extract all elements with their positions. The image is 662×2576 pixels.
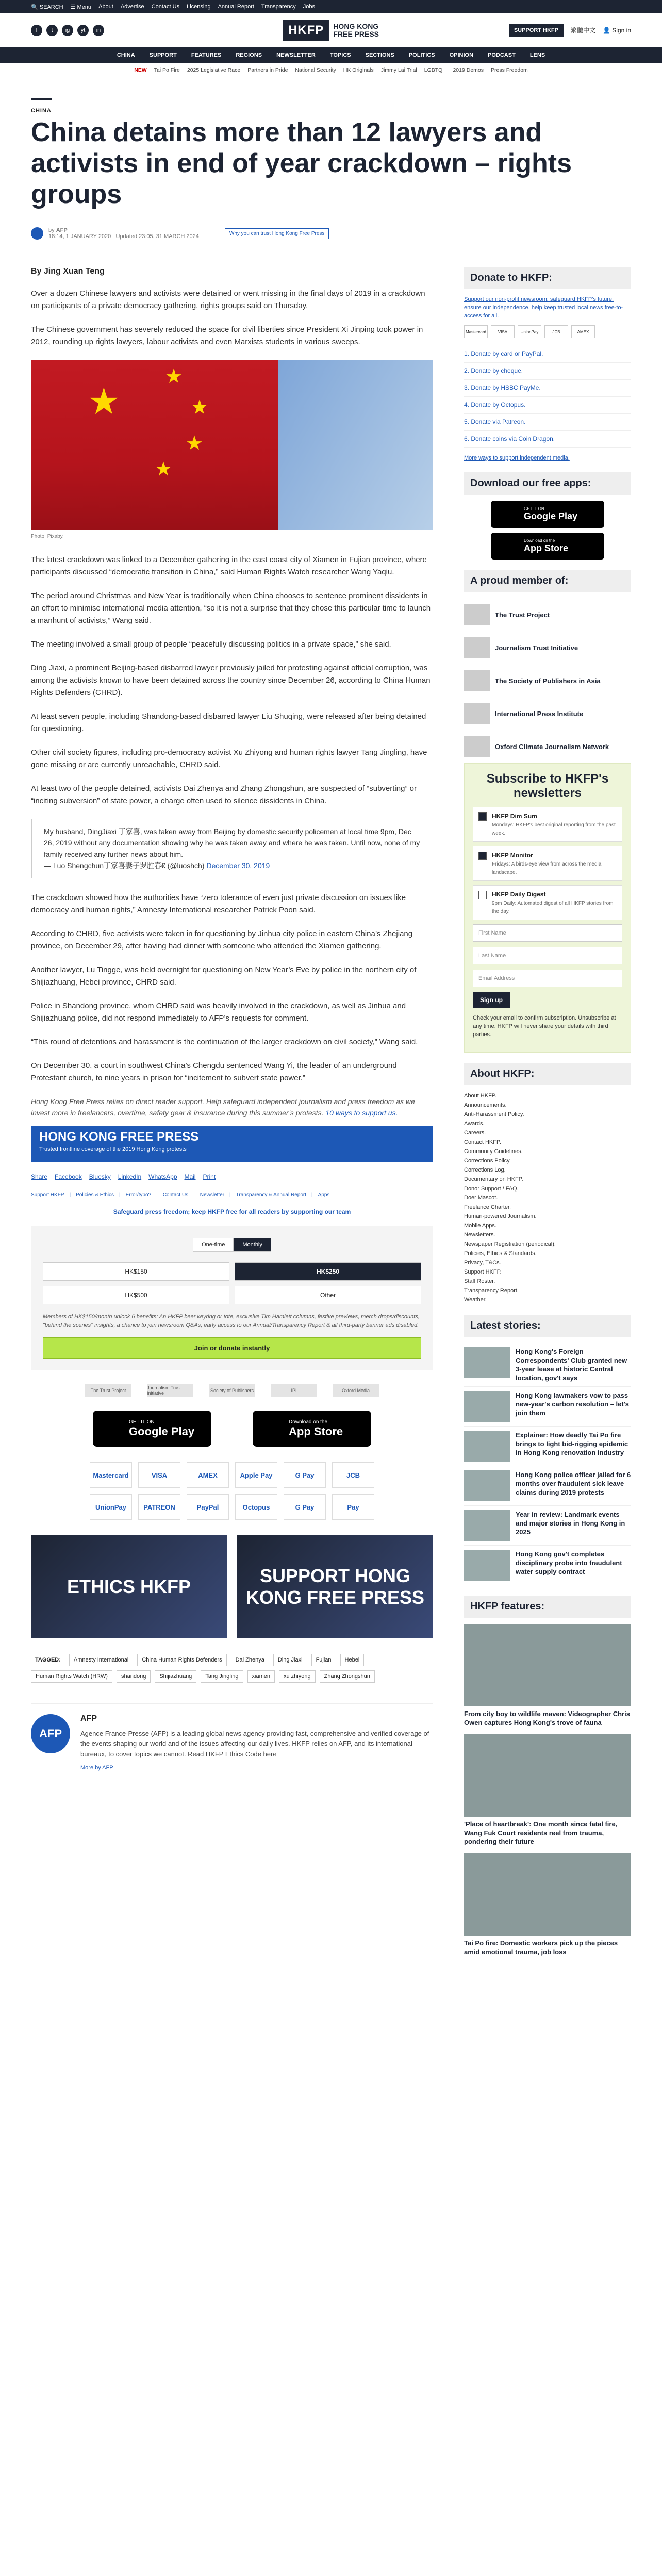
site-header	[0, 13, 662, 47]
about-link[interactable]: Weather.	[464, 1297, 487, 1303]
partner-logo[interactable]: Journalism Trust Initiative	[147, 1384, 193, 1397]
tag[interactable]: xiamen	[247, 1670, 275, 1683]
features-heading: HKFP features:	[464, 1596, 631, 1618]
story-thumbnail	[464, 1391, 510, 1422]
article-category[interactable]: CHINA	[31, 108, 52, 114]
share-bluesky[interactable]: Bluesky	[89, 1173, 111, 1180]
link-newsletter[interactable]: Newsletter	[200, 1192, 225, 1198]
about-link[interactable]: Contact HKFP.	[464, 1139, 501, 1145]
latest-story[interactable]: Hong Kong gov't completes disciplinary probe into fraudulent water supply contract	[464, 1546, 631, 1585]
tag[interactable]: Ding Jiaxi	[273, 1654, 307, 1666]
site-logo[interactable]: HKFP HONG KONG FREE PRESS	[283, 20, 379, 41]
trending-item[interactable]: Jimmy Lai Trial	[380, 66, 417, 73]
donate-option[interactable]: 2. Donate by cheque.	[464, 363, 631, 380]
about-link[interactable]: Anti-Harassment Policy.	[464, 1111, 524, 1117]
latest-story[interactable]: Hong Kong police officer jailed for 6 months over fraudulent sick leave claims during 2019 protests	[464, 1466, 631, 1506]
email-field[interactable]: Email Address	[473, 970, 622, 987]
paragraph: The period around Christmas and New Year is traditionally when China chooses to sentence prominent dissidents in an effort to minimise international media attention, “so it is not a surprise that they chose this particular time to launch a manhunt of activists,” Wang said.	[31, 591, 431, 625]
more-ways-link[interactable]: More ways to support independent media.	[464, 455, 570, 461]
card-logos	[464, 325, 631, 338]
paragraph: Over a dozen Chinese lawyers and activists were detained or went missing in the final days of 2019 in a crackdown on participants of a private democracy gathering, rights groups said on Thursday.	[31, 289, 425, 310]
newsletter-option[interactable]: HKFP Dim Sum Mondays: HKFP's best original reporting from the past week.	[473, 807, 622, 842]
latest-story[interactable]: Hong Kong lawmakers vow to pass new-year's carbon resolution – let's join them	[464, 1387, 631, 1427]
story-thumbnail	[464, 1550, 510, 1581]
trending-item[interactable]: LGBTQ+	[424, 66, 446, 73]
feature-image	[464, 1734, 631, 1817]
paragraph: Police in Shandong province, whom CHRD said was heavily involved in the crackdown, as well as Jinhua and Shijiazhuang police, did not respond immediately to AFP’s requests for comment.	[31, 1002, 406, 1023]
tag[interactable]: Amnesty International	[69, 1654, 133, 1666]
paragraph: “This round of detentions and harassment is the continuation of the larger crackdown on civil society,” Wang said.	[31, 1038, 418, 1046]
last-name-field[interactable]: Last Name	[473, 947, 622, 964]
about-heading: About HKFP:	[464, 1063, 631, 1085]
updated-date: Updated 23:05, 31 MARCH 2024	[115, 233, 199, 240]
app-store-links	[31, 1411, 433, 1447]
tag[interactable]: shandong	[117, 1670, 151, 1683]
flag-star-icon: ★	[88, 381, 120, 421]
donate-widget	[31, 1226, 433, 1370]
about-link[interactable]: Newsletters.	[464, 1232, 495, 1238]
google-play-button[interactable]: GET IT ON Google Play	[93, 1411, 211, 1447]
donate-heading: Donate to HKFP:	[464, 267, 631, 289]
author-logo[interactable]: AFP	[31, 1714, 70, 1753]
story-thumbnail	[464, 1347, 510, 1378]
top-bar	[0, 0, 662, 13]
share-facebook[interactable]: Facebook	[55, 1173, 82, 1180]
flag-star-icon: ★	[191, 397, 209, 418]
partner-logo[interactable]: IPI	[271, 1384, 317, 1397]
share-print[interactable]: Print	[203, 1173, 216, 1180]
nav-newsletter[interactable]: NEWSLETTER	[276, 52, 316, 58]
nav-opinion[interactable]: OPINION	[449, 52, 474, 58]
paragraph: Ding Jiaxi, a prominent Beijing-based disbarred lawyer previously jailed for protesting against official corruption, was among the activists known to have been detained across the country since December 26, according to China Human Rights Defenders (CHRD).	[31, 664, 431, 697]
about-link[interactable]: Corrections Policy.	[464, 1158, 511, 1164]
nav-sections[interactable]: SECTIONS	[365, 52, 394, 58]
facebook-icon[interactable]: f	[31, 25, 42, 36]
hero-image	[31, 360, 433, 530]
nav-topics[interactable]: TOPICS	[329, 52, 351, 58]
about-link[interactable]: Freelance Charter.	[464, 1204, 511, 1210]
flag-star-icon: ★	[165, 366, 183, 387]
linkedin-icon[interactable]: in	[93, 25, 104, 36]
top-link-about[interactable]: About	[98, 4, 113, 10]
safeguard-text[interactable]: Safeguard press freedom; keep HKFP free for all readers by supporting our team	[113, 1208, 351, 1215]
card-icon: AMEX	[571, 325, 595, 338]
tag[interactable]: Fujian	[311, 1654, 336, 1666]
link-contact[interactable]: Contact Us	[162, 1192, 189, 1198]
footer-links: Support HKFP | Policies & Ethics | Error/typo? | Contact Us | Newsletter | Transparency & Annual Report | Apps	[31, 1192, 330, 1198]
latest-heading: Latest stories:	[464, 1315, 631, 1337]
about-link[interactable]: Support HKFP.	[464, 1269, 502, 1275]
share-whatsapp[interactable]: WhatsApp	[148, 1173, 177, 1180]
member-logo[interactable]: The Trust Project	[464, 598, 631, 631]
tag[interactable]: China Human Rights Defenders	[137, 1654, 226, 1666]
payment-icon[interactable]: AMEX	[187, 1462, 229, 1488]
latest-story[interactable]: Hong Kong's Foreign Correspondents' Club granted new 3-year lease at historic Central location, gov't says	[464, 1343, 631, 1387]
author-avatar	[31, 227, 43, 240]
menu-link[interactable]: ☰ Menu	[70, 4, 92, 10]
app-store-button[interactable]: Download on the App Store	[491, 533, 604, 560]
nav-support[interactable]: SUPPORT	[149, 52, 177, 58]
checkbox[interactable]	[478, 812, 487, 821]
newsletter-option[interactable]: HKFP Monitor Fridays: A birds-eye view from across the media landscape.	[473, 846, 622, 881]
article-meta: by AFP 18:14, 1 JANUARY 2020 Updated 23:05, 31 MARCH 2024 Why you can trust Hong Kong Free Press	[31, 227, 433, 251]
top-link-advertise[interactable]: Advertise	[120, 4, 144, 10]
sign-in-link[interactable]: 👤 Sign in	[603, 26, 631, 34]
newsletter-option[interactable]: HKFP Daily Digest 9pm Daily: Automated digest of all HKFP stories from the day.	[473, 885, 622, 920]
nav-regions[interactable]: REGIONS	[236, 52, 262, 58]
share-mail[interactable]: Mail	[184, 1173, 196, 1180]
nav-features[interactable]: FEATURES	[191, 52, 222, 58]
paragraph: Other civil society figures, including pro-democracy activist Xu Zhiyong and human rights lawyer Tang Jingling, have gone missing or are currently unreachable, CHRD said.	[31, 748, 427, 769]
instagram-icon[interactable]: ig	[62, 25, 73, 36]
about-link[interactable]: About HKFP.	[464, 1093, 496, 1099]
youtube-icon[interactable]: yt	[77, 25, 89, 36]
about-link[interactable]: Newspaper Registration (periodical).	[464, 1241, 556, 1247]
story-thumbnail	[464, 1431, 510, 1462]
about-link[interactable]: Donor Support / FAQ.	[464, 1185, 519, 1192]
byline: By Jing Xuan Teng	[31, 267, 105, 276]
author-link[interactable]: AFP	[56, 227, 68, 233]
author-bio: Agence France-Presse (AFP) is a leading global news agency providing fast, comprehensive and verified coverage of the events shaping our world and of the issues affecting our daily lives. HKFP relies on AFP, and its international bureaux, to cover topics we cannot. Read HKFP Ethics Code here	[80, 1730, 429, 1758]
nav-lens[interactable]: LENS	[529, 52, 545, 58]
embedded-tweet: My husband, DingJiaxi 丁家喜, was taken away from Beijing by domestic security policemen at local time 9pm, Dec 26, 2019 without any documentation showing why he was taken away and where he was taken. Until now, none of my family received any further news about him. — Luo Shengchun丁家喜妻子罗胜春€ (@luoshch) December 30, 2019	[31, 819, 433, 878]
about-link[interactable]: Community Guidelines.	[464, 1148, 523, 1155]
proud-member-heading: A proud member of:	[464, 570, 631, 592]
paragraph: The meeting involved a small group of people “peacefully discussing politics in a private space,” she said.	[31, 640, 391, 649]
tag[interactable]: Shijiazhuang	[155, 1670, 196, 1683]
share-linkedin[interactable]: LinkedIn	[118, 1173, 142, 1180]
payment-icon[interactable]: JCB	[332, 1462, 374, 1488]
link-transparency[interactable]: Transparency & Annual Report	[236, 1192, 307, 1198]
about-link[interactable]: Announcements.	[464, 1102, 507, 1108]
tab-monthly[interactable]: Monthly	[234, 1238, 271, 1252]
donate-option[interactable]: 3. Donate by HSBC PayMe.	[464, 380, 631, 397]
trust-link[interactable]: Why you can trust Hong Kong Free Press	[225, 228, 329, 239]
payment-icon[interactable]: PATREON	[138, 1494, 180, 1520]
title-rule	[31, 98, 52, 100]
link-support[interactable]: Support HKFP	[31, 1192, 64, 1198]
about-link[interactable]: Staff Roster.	[464, 1278, 495, 1284]
nav-politics[interactable]: POLITICS	[408, 52, 435, 58]
card-icon: VISA	[491, 325, 515, 338]
member-logo[interactable]: Journalism Trust Initiative	[464, 631, 631, 664]
paragraph: According to CHRD, five activists were taken in for questioning by Jinhua city police in eastern China’s Zhejiang province, on December 29, after having had dinner with someone who attended the Xiamen gathering.	[31, 929, 413, 951]
payment-icon[interactable]: G Pay	[284, 1462, 326, 1488]
payment-methods	[31, 1462, 433, 1488]
author-name[interactable]: AFP	[80, 1714, 97, 1723]
trending-item[interactable]: Partners in Pride	[247, 66, 288, 73]
newsletter-heading: Subscribe to HKFP's newsletters	[486, 772, 609, 800]
link-policies[interactable]: Policies & Ethics	[76, 1192, 114, 1198]
tag[interactable]: Zhang Zhongshun	[320, 1670, 375, 1683]
about-link[interactable]: Transparency Report.	[464, 1287, 519, 1294]
amount-option[interactable]: HK$150	[43, 1262, 229, 1281]
nav-china[interactable]: CHINA	[117, 52, 135, 58]
top-link-licensing[interactable]: Licensing	[187, 4, 211, 10]
about-link[interactable]: Mobile Apps.	[464, 1223, 496, 1229]
newsletter-signup	[464, 763, 631, 1053]
support-promo[interactable]: SUPPORT HONG KONG FREE PRESS	[237, 1535, 433, 1638]
trending-bar	[0, 63, 662, 77]
author-box	[31, 1703, 433, 1781]
trending-item[interactable]: HK Originals	[343, 66, 374, 73]
partner-logo[interactable]: Society of Publishers	[209, 1384, 255, 1397]
trending-item[interactable]: Tai Po Fire	[154, 66, 180, 73]
paragraph: The Chinese government has severely reduced the space for civil liberties since President Xi Jinping took power in 2012, rounding up rights lawyers, labour activists and even Marxists students in various sweeps.	[31, 325, 423, 346]
twitter-icon[interactable]: t	[46, 25, 58, 36]
paragraph: Another lawyer, Lu Tingge, was held overnight for questioning on New Year’s Eve by police in the northern city of Shijiazhuang, Hebei province, CHRD said.	[31, 965, 417, 987]
partner-logo[interactable]: Oxford Media	[333, 1384, 379, 1397]
about-links	[464, 1091, 631, 1304]
paragraph: The latest crackdown was linked to a December gathering in the east coast city of Xiamen in Fujian province, where participants discussed “democratic transition in China,” said Human Rights Watch researcher Wang Yaqiu.	[31, 555, 427, 577]
donate-text: Support our non-profit newsroom: safeguard HKFP's future, ensure our independence, help keep trusted local news free-to-access for all.	[464, 296, 623, 319]
feature-story[interactable]: 'Place of heartbreak': One month since fatal fire, Wang Fuk Court residents reel from trauma, pondering their future	[464, 1734, 631, 1846]
article-body	[31, 267, 433, 1963]
new-badge: NEW	[134, 66, 147, 73]
signup-button[interactable]: Sign up	[473, 992, 510, 1008]
trending-item[interactable]: 2025 Legislative Race	[187, 66, 241, 73]
amount-option[interactable]: HK$250	[235, 1262, 421, 1281]
payment-icon[interactable]: PayPal	[187, 1494, 229, 1520]
share-label[interactable]: Share	[31, 1173, 48, 1180]
ethics-promo[interactable]: ETHICS HKFP	[31, 1535, 227, 1638]
partner-logos	[31, 1384, 433, 1397]
top-link-jobs[interactable]: Jobs	[303, 4, 315, 10]
latest-story[interactable]: Year in review: Landmark events and major stories in Hong Kong in 2025	[464, 1506, 631, 1546]
feature-image	[464, 1624, 631, 1706]
google-play-button[interactable]: GET IT ON Google Play	[491, 501, 604, 528]
tag[interactable]: Tang Jingling	[201, 1670, 243, 1683]
payment-icon[interactable]: UnionPay	[90, 1494, 132, 1520]
first-name-field[interactable]: First Name	[473, 924, 622, 942]
nav-podcast[interactable]: PODCAST	[488, 52, 516, 58]
top-link-transparency[interactable]: Transparency	[261, 4, 296, 10]
app-store-button[interactable]: Download on the App Store	[253, 1411, 371, 1447]
payment-icon[interactable]: Octopus	[235, 1494, 277, 1520]
member-logo[interactable]: International Press Institute	[464, 697, 631, 730]
share-links	[31, 1173, 433, 1187]
apps-heading: Download our free apps:	[464, 472, 631, 495]
feature-story[interactable]: From city boy to wildlife maven: Videographer Chris Owen captures Hong Kong's trove of fauna	[464, 1624, 631, 1727]
donate-option[interactable]: 5. Donate via Patreon.	[464, 414, 631, 431]
support-link[interactable]: 10 ways to support us.	[325, 1109, 398, 1117]
about-link[interactable]: Doer Mascot.	[464, 1195, 498, 1201]
flag-star-icon: ★	[186, 433, 204, 454]
paragraph: The crackdown showed how the authorities have “zero tolerance of even just private discussion on issues like democracy and human rights,” Amnesty International researcher Patrick Poon said.	[31, 893, 406, 914]
checkbox[interactable]	[478, 852, 487, 860]
join-button[interactable]: Join or donate instantly	[43, 1337, 421, 1359]
link-apps[interactable]: Apps	[318, 1192, 330, 1198]
about-link[interactable]: Human-powered Journalism.	[464, 1213, 537, 1219]
member-logo[interactable]: Oxford Climate Journalism Network	[464, 730, 631, 763]
card-icon: UnionPay	[518, 325, 541, 338]
tag[interactable]: Human Rights Watch (HRW)	[31, 1670, 112, 1683]
card-icon: JCB	[544, 325, 568, 338]
payment-icon[interactable]: G Pay	[284, 1494, 326, 1520]
donate-option[interactable]: 6. Donate coins via Coin Dragon.	[464, 431, 631, 448]
payment-icon[interactable]: Mastercard	[90, 1462, 132, 1488]
trending-item[interactable]: Press Freedom	[491, 66, 528, 73]
about-link[interactable]: Documentary on HKFP.	[464, 1176, 523, 1182]
paragraph: At least seven people, including Shandong-based disbarred lawyer Liu Shuqing, were released after being detained for questioning.	[31, 712, 426, 733]
published-date: 18:14, 1 JANUARY 2020	[48, 233, 111, 240]
language-link[interactable]: 繁體中文	[571, 27, 596, 34]
article-title: China detains more than 12 lawyers and activists in end of year crackdown – rights groups	[31, 117, 572, 209]
paragraph: On December 30, a court in southwest China’s Chengdu sentenced Wang Yi, the leader of an underground Protestant church, to nine years in prison for “incitement to subvert state power.”	[31, 1061, 397, 1082]
card-icon: Mastercard	[464, 325, 488, 338]
about-link[interactable]: Privacy, T&Cs.	[464, 1260, 501, 1266]
donate-option[interactable]: 1. Donate by card or PayPal.	[464, 346, 631, 363]
checkbox[interactable]	[478, 891, 487, 899]
search-link[interactable]: 🔍 SEARCH	[31, 4, 63, 10]
story-thumbnail	[464, 1470, 510, 1501]
top-link-contact[interactable]: Contact Us	[151, 4, 180, 10]
newsletter-note: Check your email to confirm subscription. Unsubscribe at any time. HKFP will never share your details with third parties.	[473, 1015, 616, 1038]
main-nav	[0, 47, 662, 63]
payment-icon[interactable]: Apple Pay	[235, 1462, 277, 1488]
about-link[interactable]: Corrections Log.	[464, 1167, 506, 1173]
social-links	[31, 25, 104, 36]
more-by-author-link[interactable]: More by AFP	[80, 1765, 113, 1771]
paragraph: At least two of the people detained, activists Dai Zhenya and Zhang Zhongshun, are suspected of “subverting” or “inciting subversion” of state power, a charge often used to silence dissidents in China.	[31, 784, 417, 805]
about-link[interactable]: Policies, Ethics & Standards.	[464, 1250, 537, 1257]
partner-logo[interactable]: The Trust Project	[85, 1384, 131, 1397]
tab-one-time[interactable]: One-time	[193, 1238, 234, 1252]
amount-option[interactable]: Other	[235, 1286, 421, 1304]
flag-star-icon: ★	[155, 459, 173, 480]
payment-icon[interactable]: VISA	[138, 1462, 180, 1488]
payment-icon[interactable]: Pay	[332, 1494, 374, 1520]
amount-option[interactable]: HK$500	[43, 1286, 229, 1304]
about-link[interactable]: Careers.	[464, 1130, 486, 1136]
donate-option[interactable]: 4. Donate by Octopus.	[464, 397, 631, 414]
tag[interactable]: Dai Zhenya	[231, 1654, 269, 1666]
payment-methods	[31, 1494, 433, 1520]
latest-story[interactable]: Explainer: How deadly Tai Po fire brings to light bid-rigging epidemic in Hong Kong renovation industry	[464, 1427, 631, 1466]
about-link[interactable]: Awards.	[464, 1121, 485, 1127]
tweet-date-link[interactable]: December 30, 2019	[206, 861, 270, 870]
link-error[interactable]: Error/typo?	[125, 1192, 152, 1198]
sidebar	[464, 267, 631, 1963]
trending-item[interactable]: National Security	[295, 66, 336, 73]
member-benefits: Members of HK$150/month unlock 6 benefits: An HKFP beer keyring or tote, exclusive Tim Hamlett columns, festive previews, merch drops/discounts, "behind the scenes" insights, a chance to join newsroom Q&As, early access to our Annual/Transparency Report & all third-party banner ads disabled.	[43, 1314, 420, 1328]
image-caption: Photo: Pixaby.	[31, 534, 64, 539]
trending-item[interactable]: 2019 Demos	[453, 66, 484, 73]
support-hkfp-button[interactable]: SUPPORT HKFP	[509, 24, 564, 37]
feature-story[interactable]: Tai Po fire: Domestic workers pick up the pieces amid emotional trauma, job loss	[464, 1853, 631, 1956]
support-note: Hong Kong Free Press relies on direct reader support. Help safeguard independent journalism and press freedom as we invest more in freelancers, overtime, safety gear & insurance during this summer’s protests. 10 ways to support us.	[31, 1097, 415, 1117]
feature-image	[464, 1853, 631, 1936]
tag[interactable]: xu zhiyong	[279, 1670, 316, 1683]
member-logo[interactable]: The Society of Publishers in Asia	[464, 664, 631, 697]
support-banner[interactable]: HONG KONG FREE PRESS Trusted frontline coverage of the 2019 Hong Kong protests	[31, 1126, 433, 1162]
tag[interactable]: Hebei	[340, 1654, 365, 1666]
top-link-annual[interactable]: Annual Report	[218, 4, 254, 10]
tag-list: TAGGED: Amnesty International China Human Rights Defenders Dai Zhenya Ding Jiaxi Fujian Hebei Human Rights Watch (HRW) shandong Shijiazhuang Tang Jingling xiamen xu zhiyong Zhang Zhongshun	[31, 1654, 433, 1683]
story-thumbnail	[464, 1510, 510, 1541]
